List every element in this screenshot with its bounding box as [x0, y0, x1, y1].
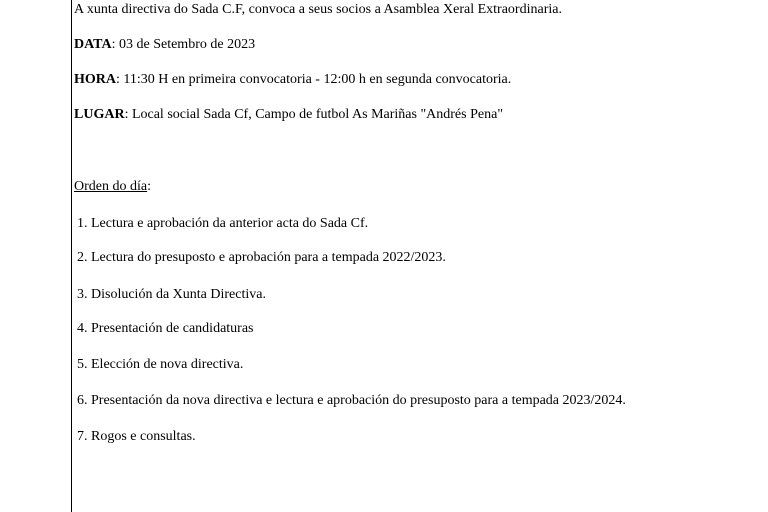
time-line [74, 72, 511, 88]
agenda-heading [74, 179, 151, 195]
agenda-item: 3. Disolución da Xunta Directiva. [77, 287, 266, 302]
agenda-title: Orden do día [74, 179, 148, 194]
agenda-item: 7. Rogos e consultas. [77, 429, 196, 444]
agenda-item: 2. Lectura do presuposto e aprobación para a tempada 2022/2023. [77, 250, 446, 265]
agenda-item: 6. Presentación da nova directiva e lectura e aprobación do presuposto para a tempada 2023/2024. [77, 393, 626, 408]
time-value: : 11:30 H en primeira convocatoria - 12:00 h en segunda convocatoria. [116, 72, 512, 87]
date-value: : 03 de Setembro de 2023 [111, 37, 256, 52]
date-label: DATA [74, 37, 112, 52]
agenda-colon: : [147, 179, 151, 194]
agenda-item: 4. Presentación de candidaturas [77, 321, 254, 336]
time-label: HORA [74, 72, 116, 87]
place-label: LUGAR [74, 107, 125, 122]
intro-text: A xunta directiva do Sada C.F, convoca a seus socios a Asamblea Xeral Extraordinaria. [74, 2, 562, 17]
date-line [74, 37, 255, 53]
place-line [74, 107, 503, 123]
agenda-item: 1. Lectura e aprobación da anterior acta do Sada Cf. [77, 216, 369, 231]
left-margin-rule [71, 0, 72, 512]
agenda-item: 5. Elección de nova directiva. [77, 357, 244, 372]
place-value: : Local social Sada Cf, Campo de futbol As Mariñas "Andrés Pena" [124, 107, 504, 122]
